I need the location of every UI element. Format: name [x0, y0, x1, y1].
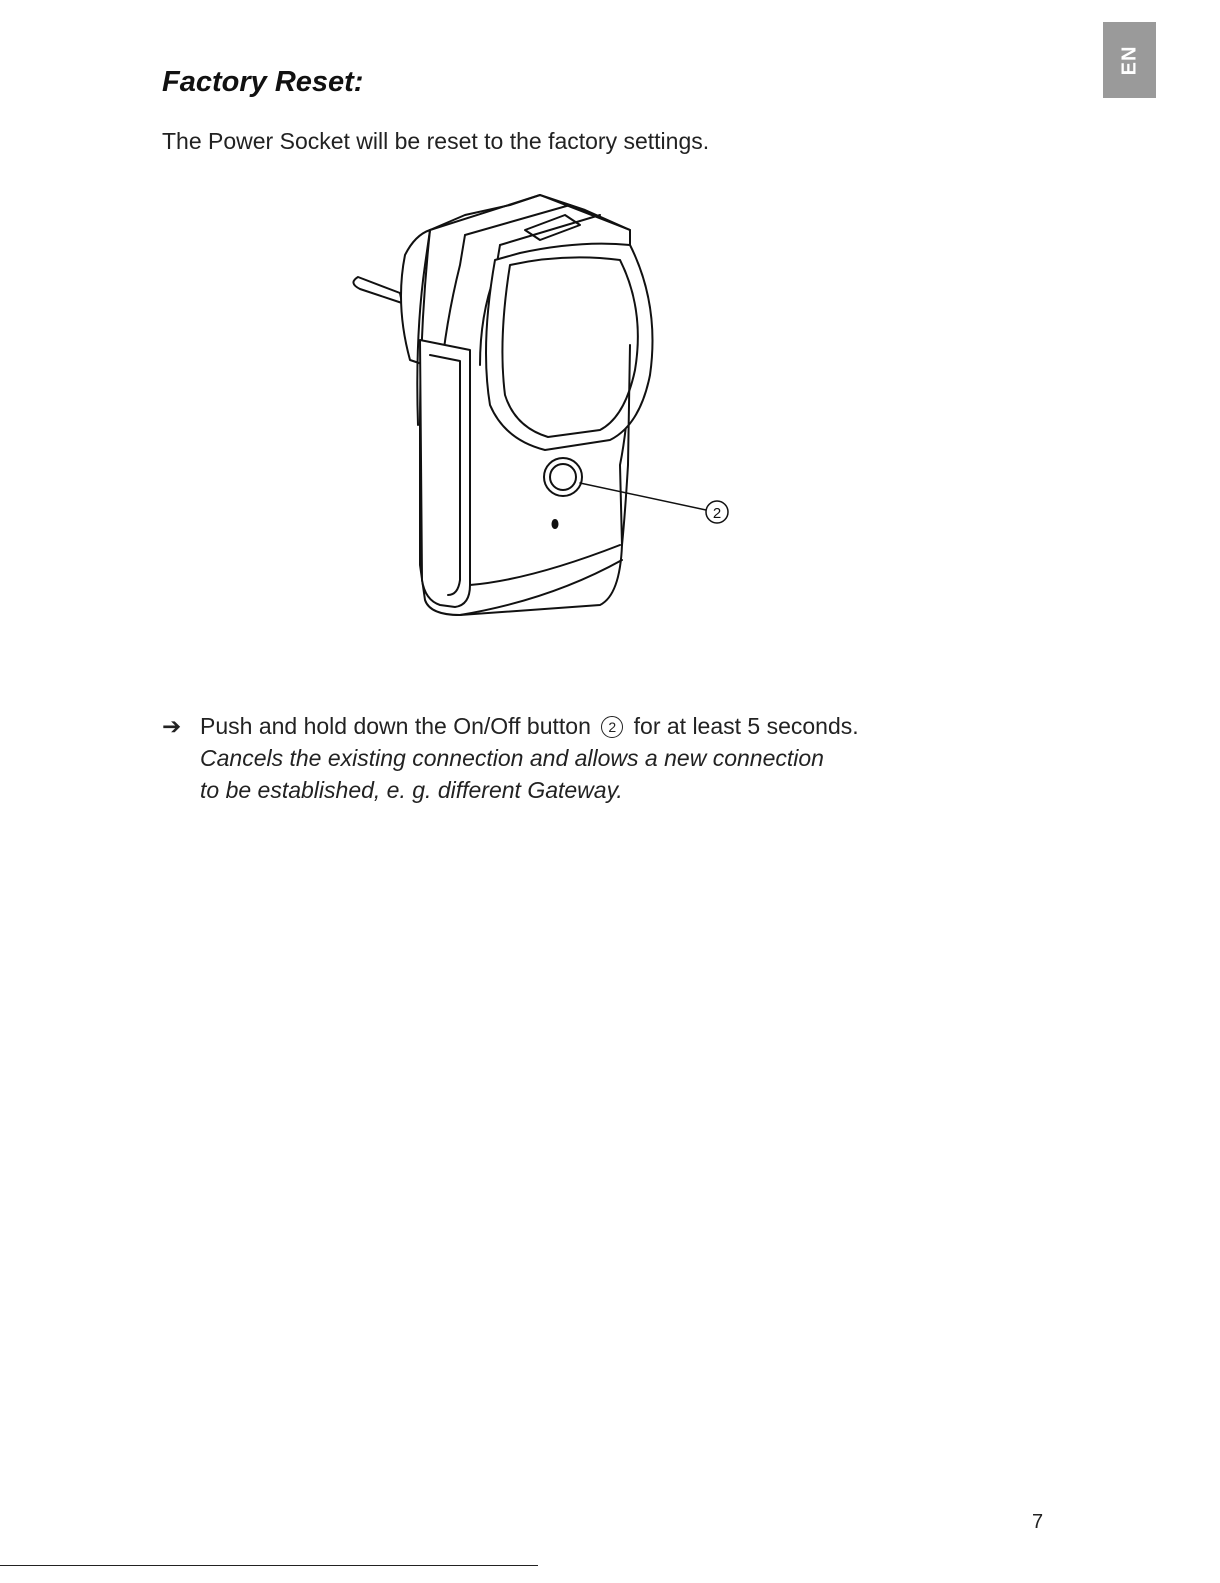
page-number: 7: [1032, 1511, 1044, 1533]
language-tab: [1103, 22, 1156, 98]
step-note-line2: to be established, e. g. different Gateway.: [200, 777, 623, 803]
arrow-icon: ➔: [162, 713, 182, 739]
step-text-after: for at least 5 seconds.: [633, 713, 859, 739]
callout-reference: 2: [601, 716, 623, 738]
language-tab-label: EN: [1117, 45, 1140, 75]
on-off-button: [544, 458, 582, 496]
section-title: Factory Reset:: [162, 66, 364, 98]
side-strap: [420, 340, 470, 607]
intro-text: The Power Socket will be reset to the factory settings.: [162, 128, 710, 154]
callout-number: 2: [712, 505, 722, 522]
step-note-line1: Cancels the existing connection and allows a new connection: [200, 745, 824, 771]
instruction-step: [162, 710, 1022, 806]
footer-rule: [0, 1565, 538, 1566]
power-socket-illustration: [330, 185, 750, 625]
plug-pin: [353, 277, 405, 305]
status-led: [553, 520, 558, 528]
step-text-before: Push and hold down the On/Off button: [200, 713, 591, 739]
